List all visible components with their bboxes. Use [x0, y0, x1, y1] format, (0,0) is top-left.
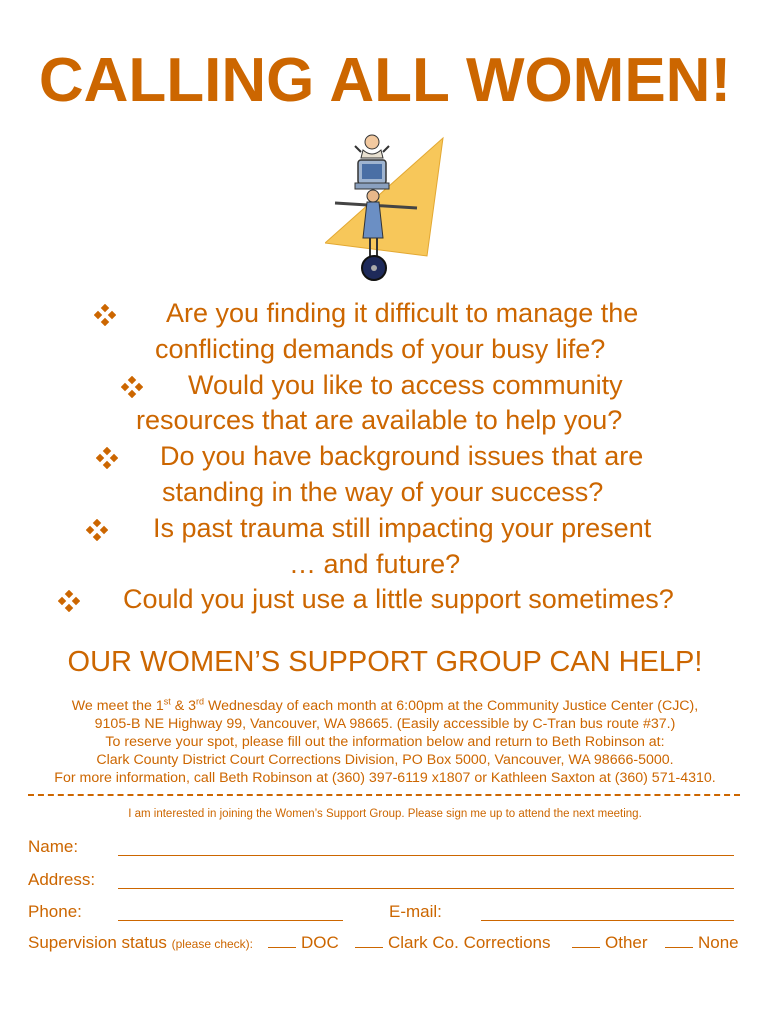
- contact-info: For more information, call Beth Robinson at (360) 397-6119 x1807 or Kathleen Saxton at (360) 571-4310.: [54, 770, 716, 786]
- name-label: Name:: [28, 837, 79, 856]
- supervision-option-none[interactable]: [665, 933, 739, 953]
- supervision-label: [28, 933, 253, 953]
- supervision-option-doc[interactable]: [268, 933, 339, 953]
- supervision-option-clark-co[interactable]: [355, 933, 551, 953]
- diamond-bullet-icon: [121, 376, 143, 398]
- name-field[interactable]: [118, 855, 734, 856]
- question-text: Are you finding it difficult to manage the: [166, 298, 639, 328]
- meeting-info: [0, 697, 770, 787]
- list-item-continuation: [0, 475, 770, 511]
- option-label: None: [698, 933, 739, 952]
- phone-label: Phone:: [28, 902, 82, 921]
- meeting-schedule-pre: We meet the 1: [71, 698, 164, 714]
- question-text: Could you just use a little support sometimes?: [123, 584, 674, 615]
- question-text: resources that are available to help you?: [136, 405, 623, 436]
- checkbox-blank[interactable]: [268, 933, 296, 948]
- address-label: Address:: [28, 870, 96, 889]
- question-text: standing in the way of your success?: [162, 476, 604, 507]
- list-item: [0, 511, 770, 547]
- checkbox-blank[interactable]: [665, 933, 693, 948]
- phone-field[interactable]: [118, 920, 343, 921]
- list-item: [0, 296, 770, 332]
- diamond-bullet-icon: [86, 519, 108, 541]
- list-item: [0, 439, 770, 475]
- reserve-instructions: To reserve your spot, please fill out the information below and return to Beth Robinson at:: [105, 734, 665, 750]
- question-text: Would you like to access community: [188, 369, 623, 400]
- list-item: [0, 368, 770, 404]
- supervision-status-text: Supervision status: [28, 933, 167, 952]
- ordinal-suffix: rd: [196, 696, 205, 707]
- meeting-schedule-amp: & 3: [170, 698, 197, 714]
- list-item-continuation: [0, 547, 770, 583]
- help-heading: OUR WOMEN’S SUPPORT GROUP CAN HELP!: [67, 646, 703, 678]
- question-text: conflicting demands of your busy life?: [155, 333, 606, 364]
- cut-line-divider: [28, 794, 740, 796]
- option-label: Other: [605, 933, 648, 952]
- supervision-hint: (please check):: [171, 937, 254, 951]
- list-item: [0, 582, 770, 618]
- list-item-continuation: [0, 332, 770, 368]
- page-title: CALLING ALL WOMEN!: [38, 46, 732, 115]
- list-item-continuation: [0, 403, 770, 439]
- address-field[interactable]: [118, 888, 734, 889]
- meeting-schedule-post: Wednesday of each month at 6:00pm at the Community Justice Center (CJC),: [204, 698, 699, 714]
- diamond-bullet-icon: [58, 590, 80, 612]
- option-label: DOC: [301, 933, 339, 952]
- interest-statement: I am interested in joining the Women’s Support Group. Please sign me up to attend the next meeting.: [128, 808, 642, 820]
- question-text: … and future?: [289, 548, 461, 579]
- diamond-bullet-icon: [96, 447, 118, 469]
- checkbox-blank[interactable]: [572, 933, 600, 948]
- meeting-schedule: [0, 697, 770, 715]
- option-label: Clark Co. Corrections: [388, 933, 551, 952]
- question-list: [0, 296, 770, 618]
- supervision-option-other[interactable]: [572, 933, 648, 953]
- diamond-bullet-icon: [94, 304, 116, 326]
- balancing-woman-unicycle-icon: [325, 128, 455, 288]
- question-text: Is past trauma still impacting your present: [153, 512, 652, 543]
- checkbox-blank[interactable]: [355, 933, 383, 948]
- email-label: E-mail:: [389, 902, 442, 921]
- return-address: Clark County District Court Corrections Division, PO Box 5000, Vancouver, WA 98666-5000.: [96, 752, 674, 768]
- meeting-address: 9105-B NE Highway 99, Vancouver, WA 98665. (Easily accessible by C-Tran bus route #37.): [94, 716, 676, 732]
- question-text: Do you have background issues that are: [160, 441, 644, 472]
- email-field[interactable]: [481, 920, 734, 921]
- ordinal-suffix: st: [163, 696, 171, 707]
